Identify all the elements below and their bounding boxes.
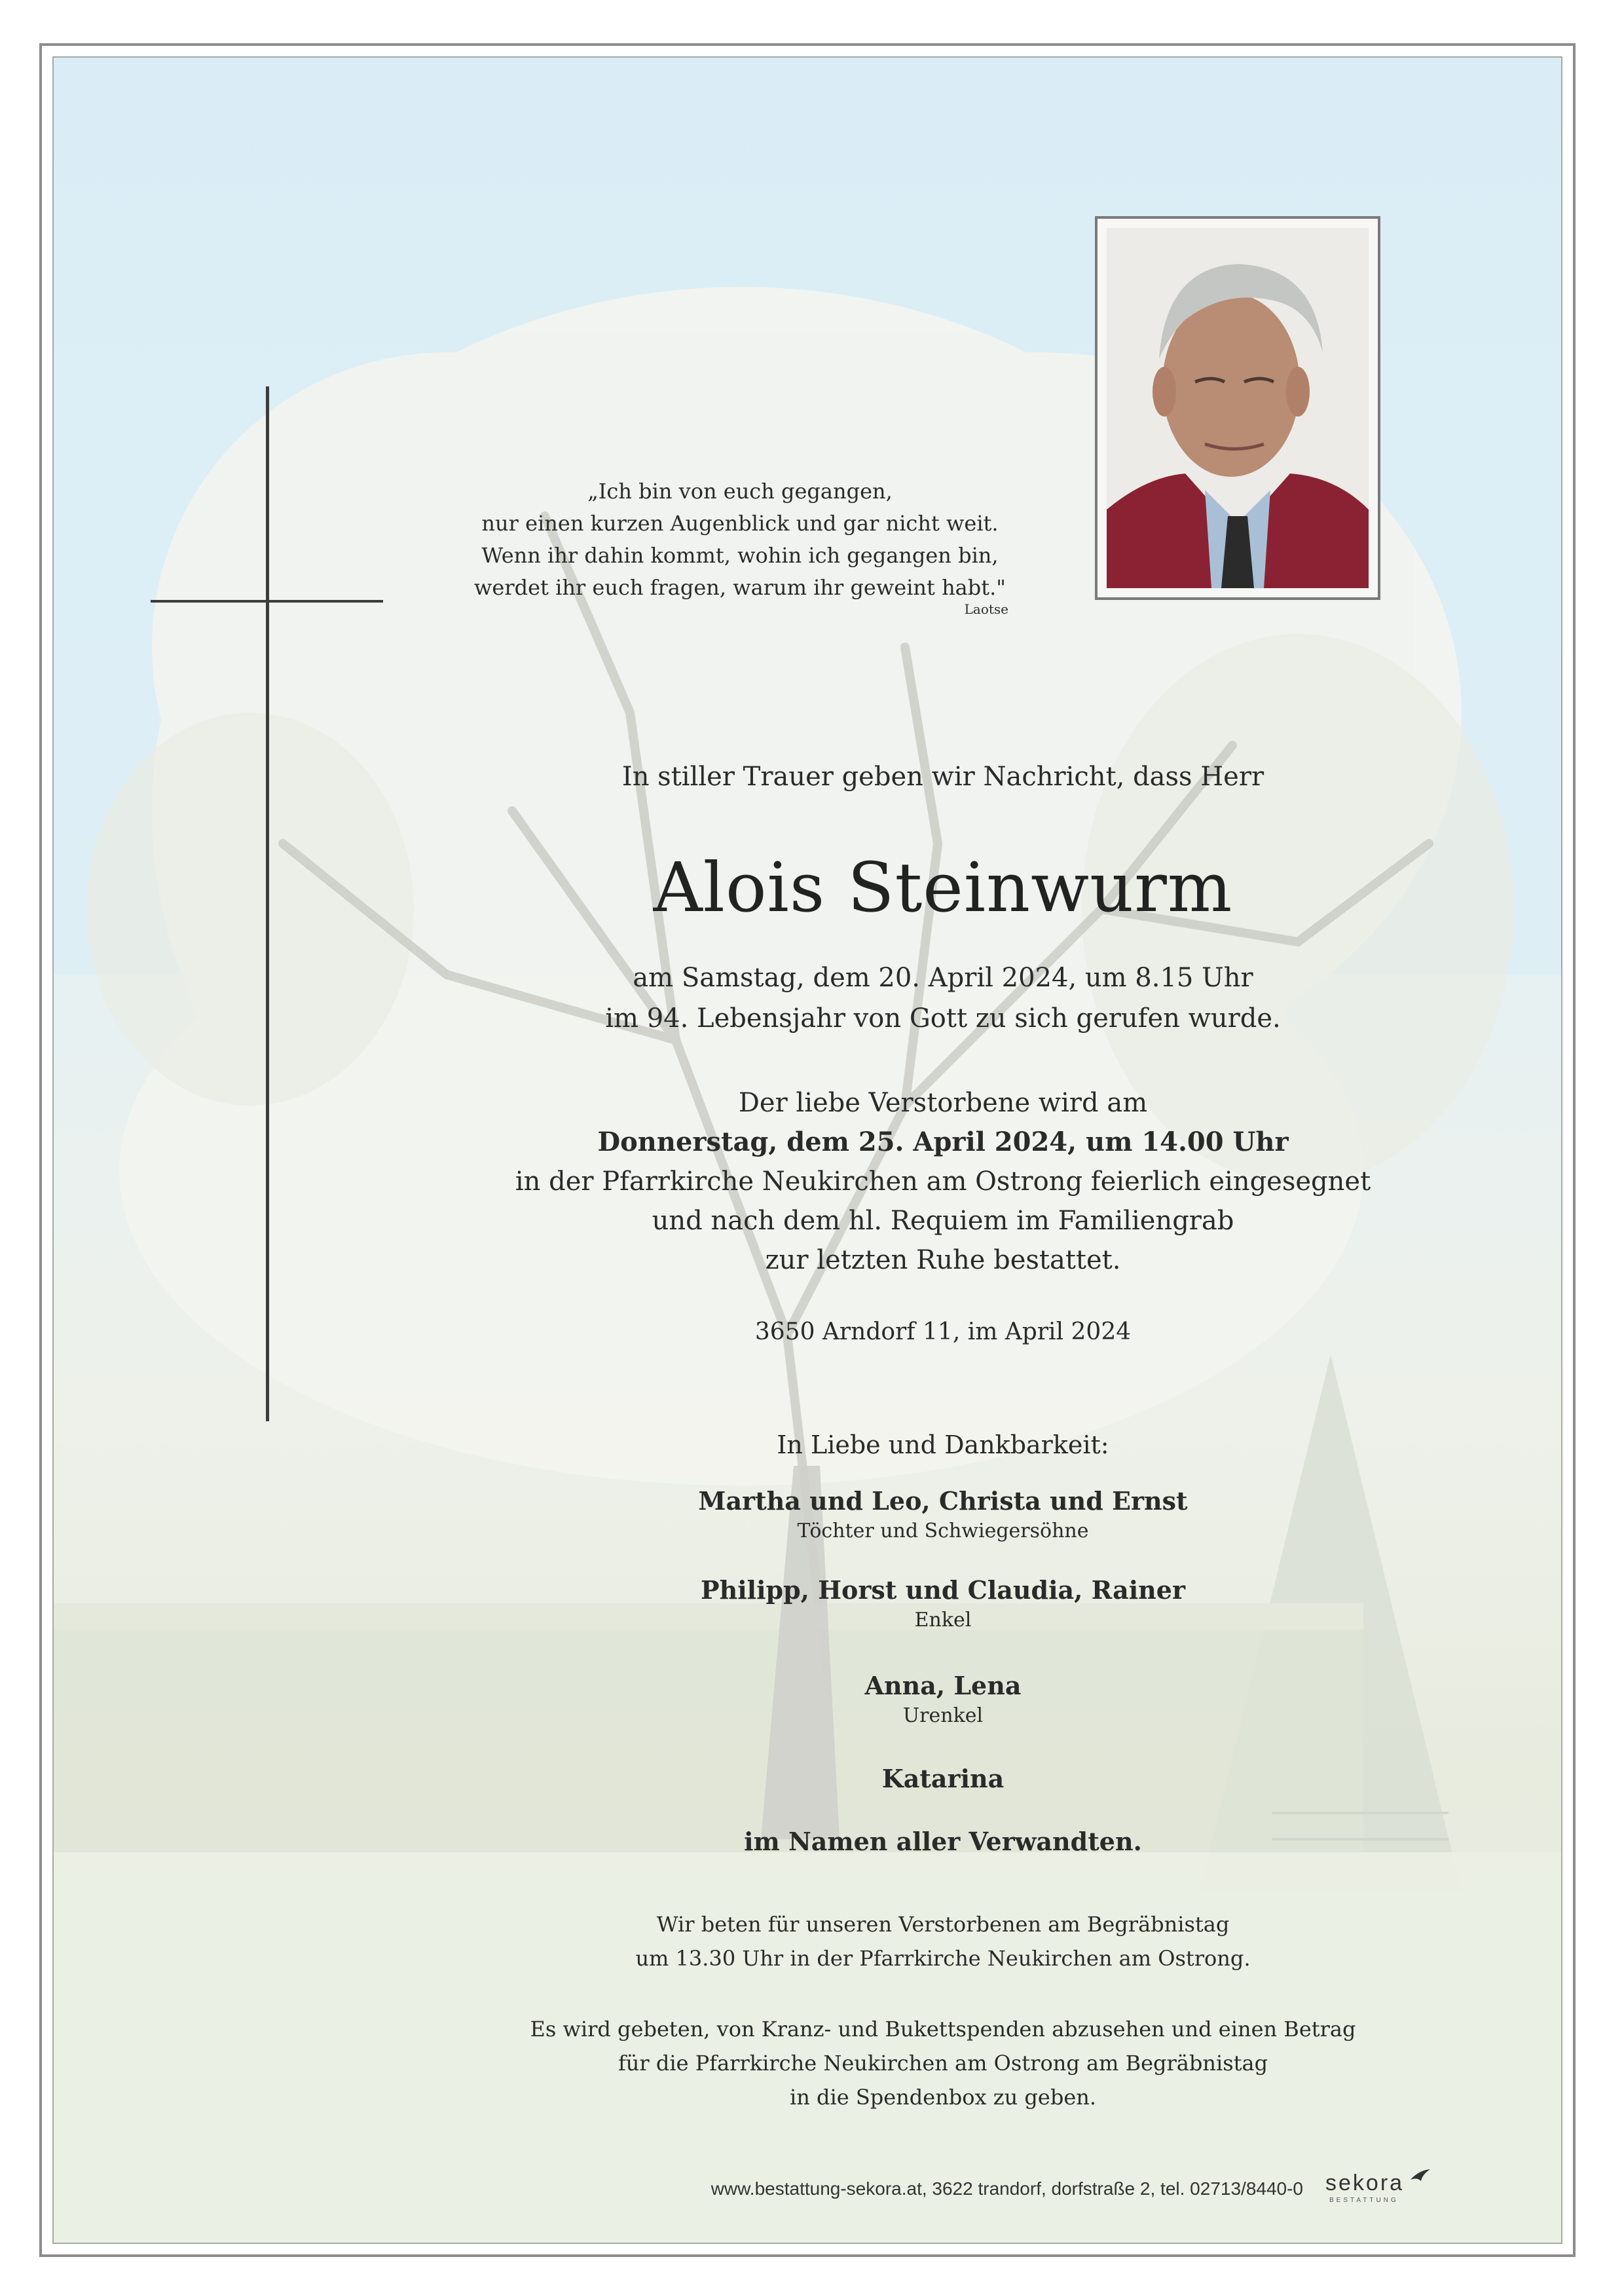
family-names: Martha und Leo, Christa und Ernst — [698, 1486, 1188, 1516]
funeral-date: Donnerstag, dem 25. April 2024, um 14.00 Uhr — [597, 1127, 1289, 1157]
family-names: Anna, Lena — [864, 1671, 1022, 1700]
place-date: 3650 Arndorf 11, im April 2024 — [754, 1318, 1132, 1345]
family-group — [458, 1762, 1428, 1796]
funeral-details — [458, 1083, 1428, 1280]
family-relation: Töchter und Schwiegersöhne — [797, 1520, 1089, 1542]
bird-icon — [1409, 2168, 1431, 2184]
death-line: am Samstag, dem 20. April 2024, um 8.15 Uhr — [633, 963, 1253, 993]
quote-line: Wenn ihr dahin kommt, wohin ich gegangen bin, — [481, 543, 999, 568]
deceased-name: Alois Steinwurm — [653, 848, 1233, 927]
funeral-line: Der liebe Verstorbene wird am — [738, 1088, 1148, 1118]
portrait-frame — [1095, 216, 1380, 600]
logo-wordmark: sekora — [1325, 2171, 1405, 2195]
intro-text: In stiller Trauer geben wir Nachricht, dass Herr — [621, 762, 1264, 792]
family-names: Katarina — [881, 1764, 1005, 1793]
donation-line: für die Pfarrkirche Neukirchen am Ostrong am Begräbnistag — [618, 2051, 1268, 2076]
family-group — [458, 1484, 1428, 1544]
funeral-line: in der Pfarrkirche Neukirchen am Ostrong feierlich eingesegnet — [515, 1166, 1371, 1197]
family-relation: Enkel — [914, 1609, 972, 1632]
funeral-line: und nach dem hl. Requiem im Familiengrab — [652, 1206, 1234, 1236]
family-relation: Urenkel — [902, 1704, 984, 1727]
love-line: In Liebe und Dankbarkeit: — [777, 1430, 1109, 1459]
cross-vertical-bar — [266, 386, 269, 1421]
quote-line: werdet ihr euch fragen, warum ihr geweint habt." — [474, 575, 1006, 600]
donation-notice — [458, 2012, 1428, 2114]
quote-author: Laotse — [964, 601, 1008, 617]
memorial-quote — [452, 476, 1028, 604]
family-group — [458, 1825, 1428, 1859]
donation-line: Es wird gebeten, von Kranz- und Bukettspenden abzusehen und einen Betrag — [530, 2017, 1356, 2042]
family-names: Philipp, Horst und Claudia, Rainer — [701, 1575, 1185, 1605]
portrait-photo — [1107, 228, 1369, 588]
family-names: im Namen aller Verwandten. — [744, 1827, 1142, 1856]
death-notice — [458, 958, 1428, 1039]
funeral-home-contact: www.bestattung-sekora.at, 3622 trandorf, dorfstraße 2, tel. 02713/8440-0 — [710, 2178, 1303, 2199]
family-group — [458, 1669, 1428, 1729]
family-group — [458, 1573, 1428, 1633]
sekora-logo — [1325, 2168, 1430, 2207]
death-line: im 94. Lebensjahr von Gott zu sich gerufen wurde. — [605, 1003, 1281, 1034]
funeral-line: zur letzten Ruhe bestattet. — [765, 1245, 1121, 1275]
donation-line: in die Spendenbox zu geben. — [789, 2085, 1097, 2110]
cross-horizontal-bar — [151, 600, 383, 603]
mass-notice — [458, 1907, 1428, 1975]
mass-line: um 13.30 Uhr in der Pfarrkirche Neukirchen am Ostrong. — [635, 1946, 1251, 1971]
quote-line: nur einen kurzen Augenblick und gar nicht weit. — [481, 511, 999, 536]
logo-subtitle: BESTATTUNG — [1329, 2197, 1399, 2204]
mass-line: Wir beten für unseren Verstorbenen am Begräbnistag — [656, 1912, 1230, 1937]
quote-line: „Ich bin von euch gegangen, — [587, 479, 893, 504]
